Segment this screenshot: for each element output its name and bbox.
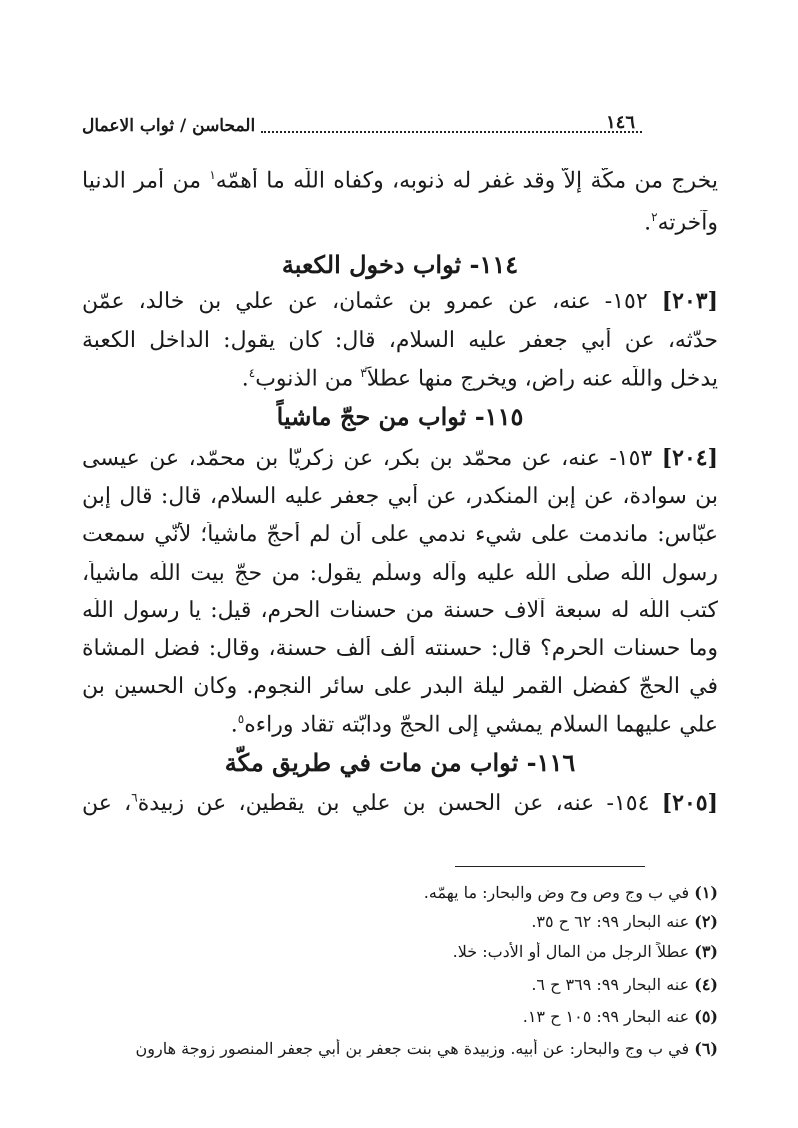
hadith-number: [٢٠٤] xyxy=(661,445,718,471)
body-line-11: وما حسنات الحرم؟ قال: حسنته ألف ألف حسنة، وقال: فضل المشاة xyxy=(82,636,718,661)
body-line-10: كتب اللّه له سبعة آلاف حسنة من حسنات الحرم، قيل: يا رسول اللّه xyxy=(82,598,718,623)
footnote-ref: ٣ xyxy=(360,366,367,380)
footnote-ref: ٦ xyxy=(131,790,138,805)
footnote-ref: ٥ xyxy=(237,712,245,726)
body-line-7: بن سوادة، عن إبن المنكدر، عن أبي جعفر عليه السلام، قال: قال إبن xyxy=(82,484,718,509)
body-line-9: رسول اللّه صلّى اللّه عليه وآله وسلّم يقول: من حجّ بيت اللّه ماشياً، xyxy=(82,561,718,586)
hadith-number: [٢٠٥] xyxy=(661,790,718,816)
footnote-2: (٢) عنه البحار ٩٩: ٦٢ ح ٣٥. xyxy=(531,912,718,931)
body-line-12: في الحجّ كفضل القمر ليلة البدر على سائر النجوم. وكان الحسين بن xyxy=(82,674,718,699)
body-line-1: يخرج من مكّة إلاّ وقد غفر له ذنوبه، وكفاه اللّه ما أهمّه$^١$ من أمر الدنيا xyxy=(82,168,718,194)
running-header xyxy=(82,113,648,139)
footnote-6: (٦) في ب وج والبحار: عن أبيه. وزبيدة هي بنت جعفر بن أبي جعفر المنصور زوجة هارون xyxy=(135,1039,718,1058)
body-line-6: [٢٠٤] ١٥٣- عنه، عن محمّد بن بكر، عن زكريّا بن محمّد، عن عيسى xyxy=(82,445,718,471)
footnote-4: (٤) عنه البحار ٩٩: ٣٦٩ ح ٦. xyxy=(531,975,718,994)
footnote-5: (٥) عنه البحار ٩٩: ١٠٥ ح ١٣. xyxy=(522,1007,718,1026)
body-line-8: عبّاس: ماندمت على شيء ندمي على أن لم أحجّ ماشياً؛ لأنّي سمعت xyxy=(82,522,718,547)
footnote-ref: ١ xyxy=(209,168,216,182)
page-number: ١٤٦ xyxy=(606,112,636,133)
section-heading-116: ١١٦- ثواب من مات في طريق مكّة xyxy=(224,748,576,777)
footnote-1: (١) في ب وج وص وح وض والبحار: ما يهمّه. xyxy=(423,883,718,902)
body-line-3: [٢٠٣] ١٥٢- عنه، عن عمرو بن عثمان، عن علي بن خالد، عمّن xyxy=(82,288,718,314)
hadith-number: [٢٠٣] xyxy=(661,288,718,314)
section-heading-115: ١١٥- ثواب من حجّ ماشياً xyxy=(276,402,524,431)
section-heading-114: ١١٤- ثواب دخول الكعبة xyxy=(281,250,519,279)
footnote-ref: ٢ xyxy=(651,210,658,224)
body-line-4: حدّثه، عن أبي جعفر عليه السلام، قال: كان يقول: الداخل الكعبة xyxy=(82,328,718,353)
body-line-13: علي عليهما السلام يمشي إلى الحجّ ودابّته تقاد وراءه$^٥$. xyxy=(230,712,718,738)
footnote-3: (٣) عطلاً الرجل من المال أو الأدب: خلا. xyxy=(452,942,718,961)
footnote-ref: ٤ xyxy=(248,366,256,380)
body-line-2: وآخرته$^٢$. xyxy=(644,210,718,236)
running-header-title: المحاسن / ثواب الاعمال xyxy=(82,116,256,136)
body-line-5: يدخل واللّه عنه راض، ويخرج منها عطلاً$^٣$ من الذنوب$^٤$. xyxy=(241,366,718,392)
header-leader-dots xyxy=(261,119,642,133)
body-line-14: [٢٠٥] ١٥٤- عنه، عن الحسن بن علي بن يقطين، عن زبيدة$^٦$، عن xyxy=(82,790,718,816)
footnote-separator xyxy=(455,866,645,867)
